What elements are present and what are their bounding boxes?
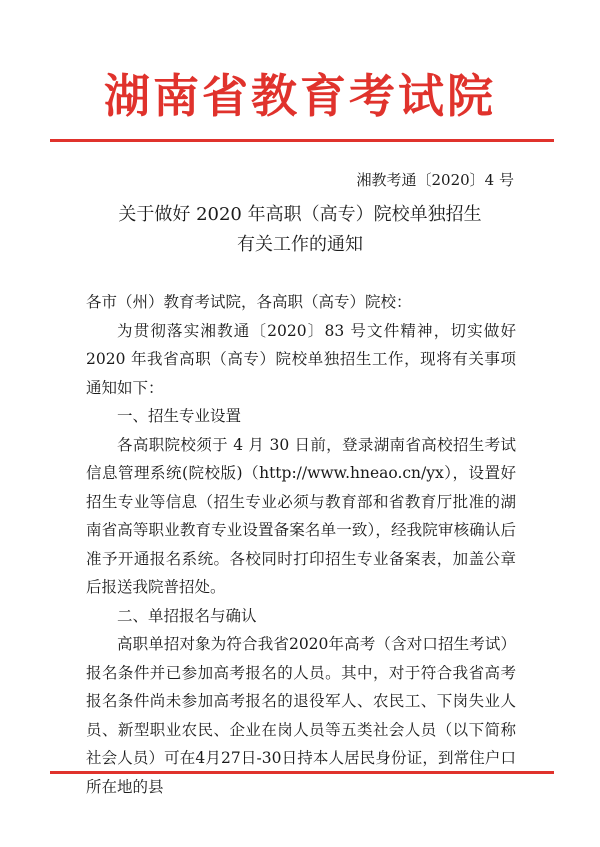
red-rule-bottom <box>50 771 554 774</box>
red-rule-top <box>50 139 554 142</box>
issuer-masthead: 湖南省教育考试院 <box>104 69 496 123</box>
title-line-2: 有关工作的通知 <box>237 234 363 255</box>
intro-paragraph: 为贯彻落实湘教通〔2020〕83 号文件精神，切实做好 2020 年我省高职（高专）院校单独招生工作，现将有关事项通知如下： <box>86 321 516 397</box>
document-body <box>86 288 516 801</box>
title-line-1: 关于做好 2020 年高职（高专）院校单独招生 <box>118 204 482 225</box>
section-2-paragraph: 高职单招对象为符合我省2020年高考（含对口招生考试）报名条件并已参加高考报名的人员。其中，对于符合我省高考报名条件尚未参加高考报名的退役军人、农民工、下岗失业人员、新型职业农民、企业在岗人员等五类社会人员（以下简称社会人员）可在4月27日-30日持本人居民身份证，到常住户口所在地的县 <box>86 635 516 796</box>
document-number: 湘教考通〔2020〕4 号 <box>356 171 514 189</box>
salutation: 各市（州）教育考试院，各高职（高专）院校： <box>86 293 412 311</box>
section-1-heading: 一、招生专业设置 <box>117 407 242 425</box>
section-2-heading: 二、单招报名与确认 <box>117 606 257 625</box>
document-title <box>0 200 600 260</box>
section-1-paragraph: 各高职院校须于 4 月 30 日前，登录湖南省高校招生考试信息管理系统(院校版)（http://www.hneao.cn/yx），设置好招生专业等信息（招生专业必须与教育部和省教育厅批准的湖南省高等职业教育专业设置备案名单一致），经我院审核确认后准予开通报名系统。各校同时打印招生专业备案表，加盖公章后报送我院普招处。 <box>86 435 516 596</box>
